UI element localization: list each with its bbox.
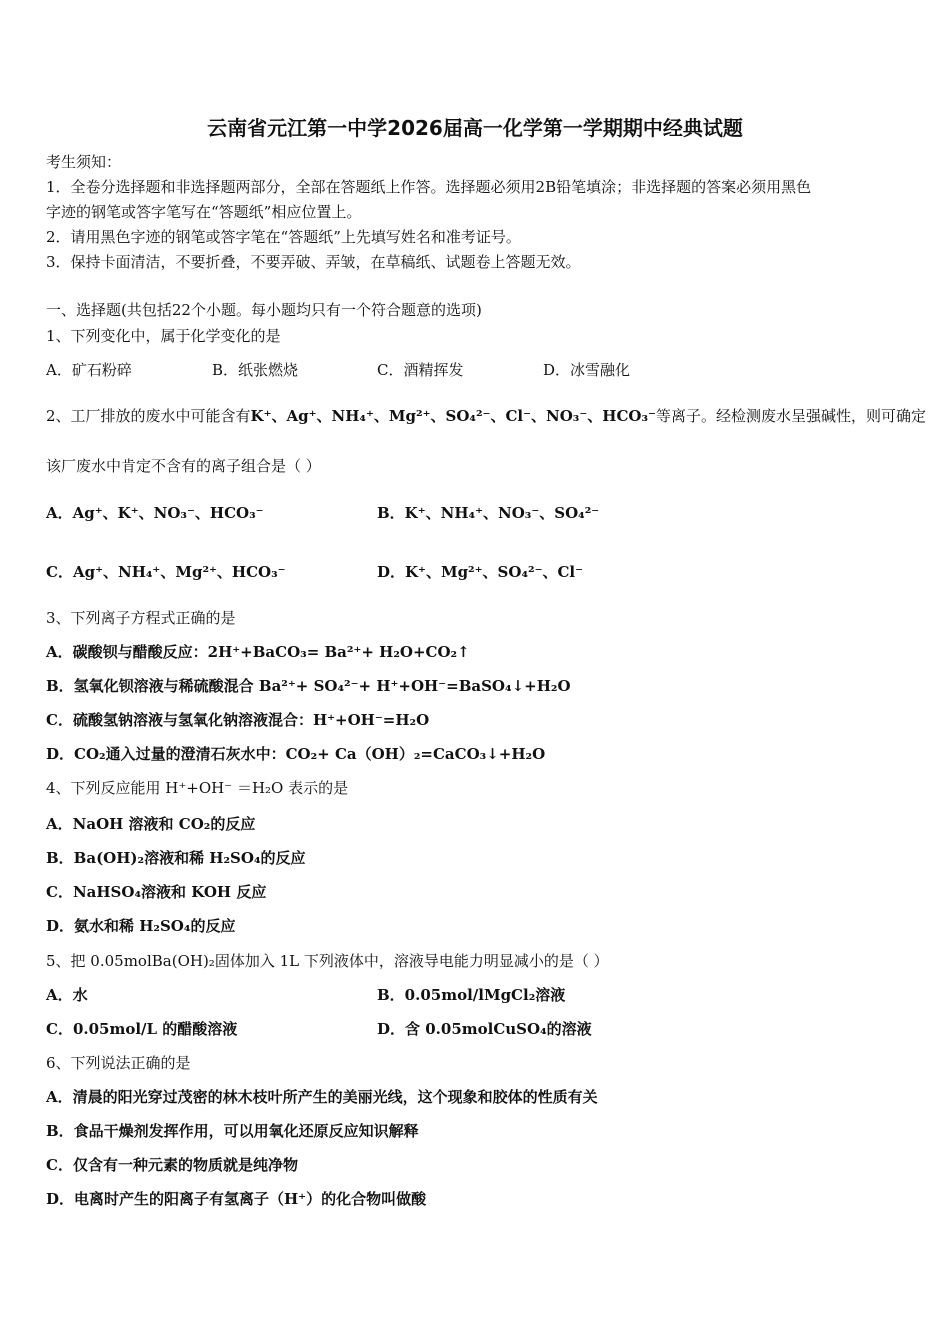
question-3-stem: 3、下列离子方程式正确的是: [46, 609, 236, 627]
question-2-option-d: D．K⁺、Mg²⁺、SO₄²⁻、Cl⁻: [377, 563, 584, 581]
question-6-stem: 6、下列说法正确的是: [46, 1054, 191, 1072]
question-5-stem: 5、把 0.05molBa(OH)₂固体加入 1L 下列液体中，溶液导电能力明显减小的是（ ）: [46, 952, 609, 970]
question-4-stem: 4、下列反应能用 H⁺+OH⁻ ＝H₂O 表示的是: [46, 779, 349, 797]
question-4-option-a: A．NaOH 溶液和 CO₂的反应: [46, 815, 256, 833]
question-1-option-d: D．冰雪融化: [543, 361, 631, 379]
question-5-option-c: C．0.05mol/L 的醋酸溶液: [46, 1020, 238, 1038]
question-1-stem: 1、下列变化中，属于化学变化的是: [46, 327, 281, 345]
question-5-option-a: A．水: [46, 986, 88, 1004]
question-2-stem-line-1: [46, 406, 926, 426]
question-6-option-b: B．食品干燥剂发挥作用，可以用氧化还原反应知识解释: [46, 1122, 419, 1140]
notice-heading: 考生须知：: [46, 153, 122, 171]
question-2-option-b: B．K⁺、NH₄⁺、NO₃⁻、SO₄²⁻: [377, 504, 600, 522]
question-6-option-d: D．电离时产生的阳离子有氢离子（H⁺）的化合物叫做酸: [46, 1190, 427, 1208]
question-3-option-b: B．氢氧化钡溶液与稀硫酸混合 Ba²⁺+ SO₄²⁻+ H⁺+OH⁻=BaSO₄↓+H₂O: [46, 677, 571, 695]
question-5-option-b: B．0.05mol/lMgCl₂溶液: [377, 986, 566, 1004]
question-2-option-a: A．Ag⁺、K⁺、NO₃⁻、HCO₃⁻: [46, 504, 264, 522]
question-3-option-d: D．CO₂通入过量的澄清石灰水中：CO₂+ Ca（OH）₂=CaCO₃↓+H₂O: [46, 745, 546, 763]
question-2-ions: K⁺、Ag⁺、NH₄⁺、Mg²⁺、SO₄²⁻、Cl⁻、NO₃⁻、HCO₃⁻: [250, 407, 656, 425]
question-2-prefix: 2、工厂排放的废水中可能含有: [46, 407, 251, 425]
notice-item-1-line-1: 1．全卷分选择题和非选择题两部分，全部在答题纸上作答。选择题必须用2B铅笔填涂；非选择题的答案必须用黑色: [46, 178, 812, 196]
question-1-option-a: A．矿石粉碎: [46, 361, 132, 379]
question-2-stem-line-2: 该厂废水中肯定不含有的离子组合是（ ）: [46, 457, 321, 475]
question-6-option-a: A．清晨的阳光穿过茂密的林木枝叶所产生的美丽光线，这个现象和胶体的性质有关: [46, 1088, 598, 1106]
question-3-option-a: A．碳酸钡与醋酸反应：2H⁺+BaCO₃= Ba²⁺+ H₂O+CO₂↑: [46, 643, 470, 661]
question-3-option-c: C．硫酸氢钠溶液与氢氧化钠溶液混合：H⁺+OH⁻=H₂O: [46, 711, 430, 729]
question-4-option-b: B．Ba(OH)₂溶液和稀 H₂SO₄的反应: [46, 849, 306, 867]
question-6-option-c: C．仅含有一种元素的物质就是纯净物: [46, 1156, 298, 1174]
question-1-option-b: B．纸张燃烧: [212, 361, 299, 379]
question-4-option-d: D．氨水和稀 H₂SO₄的反应: [46, 917, 236, 935]
notice-item-2: 2．请用黑色字迹的钢笔或答字笔在“答题纸”上先填写姓名和准考证号。: [46, 228, 521, 246]
notice-item-1-line-2: 字迹的钢笔或答字笔写在“答题纸”相应位置上。: [46, 203, 362, 221]
question-5-option-d: D．含 0.05molCuSO₄的溶液: [377, 1020, 592, 1038]
question-2-option-c: C．Ag⁺、NH₄⁺、Mg²⁺、HCO₃⁻: [46, 563, 286, 581]
question-2-suffix: 等离子。经检测废水呈强碱性，则可确定: [655, 407, 926, 425]
question-4-option-c: C．NaHSO₄溶液和 KOH 反应: [46, 883, 267, 901]
section-heading: 一、选择题(共包括22个小题。每小题均只有一个符合题意的选项): [46, 301, 482, 319]
page-title: 云南省元江第一中学2026届高一化学第一学期期中经典试题: [207, 116, 743, 140]
notice-item-3: 3．保持卡面清洁，不要折叠，不要弄破、弄皱，在草稿纸、试题卷上答题无效。: [46, 253, 581, 271]
question-1-option-c: C．酒精挥发: [377, 361, 464, 379]
